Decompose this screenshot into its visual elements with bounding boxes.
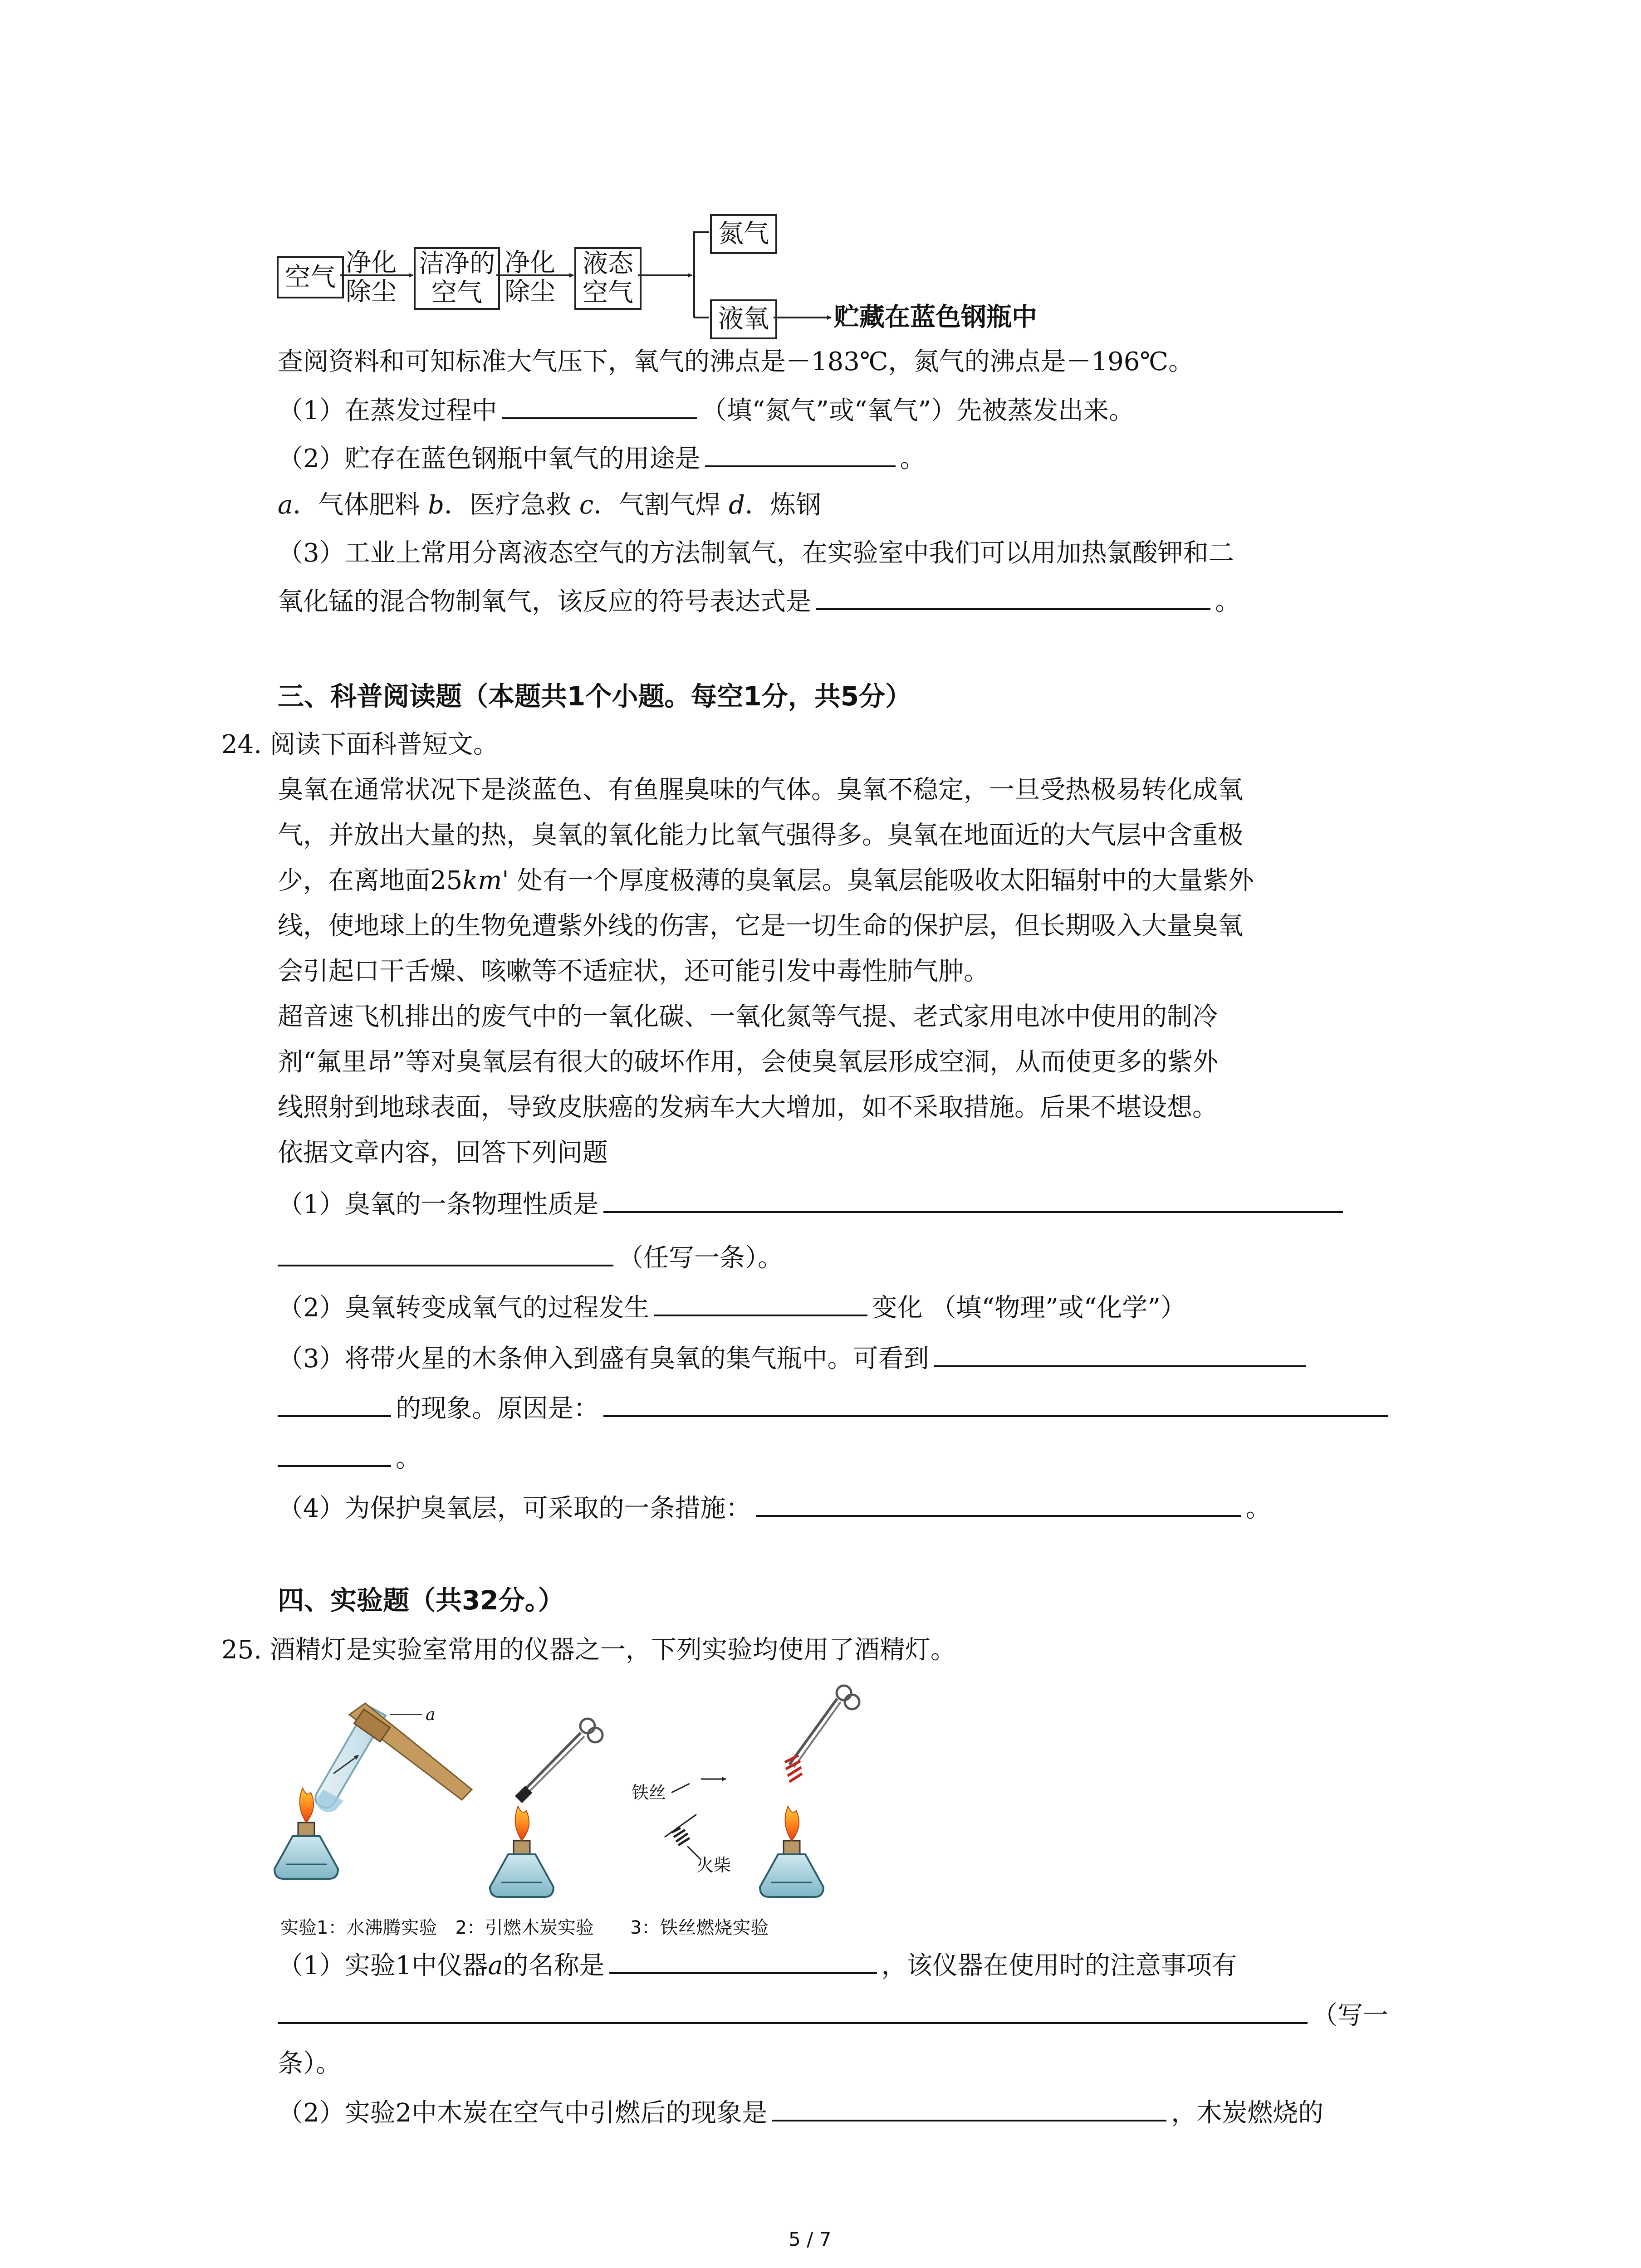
q24-para1-line4: 线，使地球上的生物免遭紫外线的伤害，它是一切生命的保护层，但长期吸入大量臭氧 [278,911,1243,941]
q24-q1-blank[interactable] [603,1185,1343,1213]
q23-part3-line2: 氧化锰的混合物制氧气，该反应的符号表达式是 。 [278,582,1240,620]
q24-q3-blank1-cont[interactable] [278,1389,391,1417]
q24-q4-blank[interactable] [756,1489,1241,1517]
liquid-air-box: 液态 空气 [574,247,642,310]
q24-q1-blank-cont[interactable] [278,1238,613,1266]
liquid-oxygen-box: 液氧 [710,299,777,339]
q23-part2: （2）贮存在蓝色钢瓶中氧气的用途是 。 [278,439,926,477]
q24-q3: （3）将带火星的木条伸入到盛有臭氧的集气瓶中。可看到 [278,1339,1310,1377]
label-match: 火柴 [696,1855,731,1875]
q23-part1-blank[interactable] [502,391,697,419]
section4-title: 四、实验题（共32分。） [278,1585,564,1616]
q23-intro: 查阅资料和可知标准大气压下，氧气的沸点是－183℃，氮气的沸点是－196℃。 [278,347,1194,376]
q25-q1-cont: （写一 [278,1996,1388,2034]
q24-instruction: 依据文章内容，回答下列问题 [278,1138,608,1168]
q24-para1-line2: 气，并放出大量的热，臭氧的氧化能力比氧气强得多。臭氧在地面近的大气层中含重极 [278,821,1243,850]
alcohol-lamp-experiments-figure [254,1678,935,1928]
q24-q1-cont: （任写一条）。 [278,1238,783,1276]
q24-para2-line2: 剂“氟里昂”等对臭氧层有很大的破坏作用，会使臭氧层形成空洞，从而使更多的紫外 [278,1047,1219,1077]
air-box: 空气 [277,256,344,298]
section3-title: 三、科普阅读题（本题共1个小题。每空1分，共5分） [278,681,912,712]
q24-para2-line1: 超音速飞机排出的废气中的一氧化碳、一氧化氮等气提、老式家用电冰中使用的制冷 [278,1002,1218,1031]
q25-stem: 25. 酒精灯是实验室常用的仪器之一，下列实验均使用了酒精灯。 [221,1635,956,1665]
q24-q2: （2）臭氧转变成氧气的过程发生 变化 （填“物理”或“化学”） [278,1288,1186,1326]
alcohol-lamp-2 [490,1806,554,1897]
storage-label: 贮藏在蓝色钢瓶中 [834,303,1037,332]
step2-label: 净化 除尘 [505,248,555,307]
q25-q1-blank2[interactable] [278,1996,1308,2024]
test-tube-holder [349,1703,472,1800]
q24-para1-line3: 少，在离地面25km' 处有一个厚度极薄的臭氧层。臭氧层能吸收太阳辐射中的大量紫外 [278,866,1254,895]
q25-q1-blank1[interactable] [609,1946,877,1974]
experiment1-boiling-water [274,1703,472,1879]
q24-para1-line5: 会引起口干舌燥、咳嗽等不适症状，还可能引发中毒性肺气肿。 [278,957,989,986]
crucible-tongs-charcoal [515,1719,603,1803]
q25-q1: （1）实验1中仪器a的名称是 ，该仪器在使用时的注意事项有 [278,1946,1237,1984]
q23-part2-blank[interactable] [705,439,896,467]
q24-q3-blank1[interactable] [934,1339,1306,1367]
label-a: a [426,1706,436,1724]
q24-para1-line1: 臭氧在通常状况下是淡蓝色、有鱼腥臭味的气体。臭氧不稳定，一旦受热极易转化成氧 [278,775,1243,805]
label-iron-wire: 铁丝 [632,1783,666,1803]
step1-label: 净化 除尘 [346,248,397,307]
q24-para2-line3: 线照射到地球表面，导致皮肤癌的发病车大大增加，如不采取措施。后果不堪设想。 [278,1093,1218,1122]
experiment3-iron-wire-burning [632,1686,859,1897]
experiment-caption: 实验1：水沸腾实验 2：引燃木炭实验 3：铁丝燃烧实验 [280,1917,769,1938]
q25-q1-end: 条）。 [278,2049,341,2078]
experiment2-ignite-charcoal [490,1719,603,1897]
q25-q2: （2）实验2中木炭在空气中引燃后的现象是 ，木炭燃烧的 [278,2093,1323,2131]
q24-q3-blank2-cont[interactable] [278,1439,391,1467]
q23-options: a．气体肥料 b．医疗急救 c．气割气焊 d．炼钢 [278,490,821,520]
q24-q4: （4）为保护臭氧层，可采取的一条措施： 。 [278,1489,1271,1527]
q24-q2-blank[interactable] [654,1288,867,1316]
q24-q3-end: 。 [278,1439,421,1477]
q23-part3-line1: （3）工业上常用分离液态空气的方法制氧气，在实验室中我们可以用加热氯酸钾和二 [278,538,1234,568]
q24-stem: 24. 阅读下面科普短文。 [221,730,499,759]
q25-q2-blank[interactable] [772,2093,1166,2121]
q24-q1: （1）臭氧的一条物理性质是 [278,1185,1347,1223]
clean-air-box: 洁净的 空气 [414,247,500,310]
q23-part3-blank[interactable] [816,582,1210,610]
nitrogen-box: 氮气 [710,214,777,254]
q23-part1: （1）在蒸发过程中 （填“氮气”或“氧气”）先被蒸发出来。 [278,391,1134,429]
alcohol-lamp-3 [760,1806,823,1897]
iron-wire-coil [665,1814,696,1845]
q24-q3-cont: 的现象。原因是： [278,1389,1393,1427]
page-number: 5 / 7 [789,2228,832,2250]
q24-q3-blank2[interactable] [603,1389,1388,1417]
tongs-burning-wire [785,1686,859,1782]
